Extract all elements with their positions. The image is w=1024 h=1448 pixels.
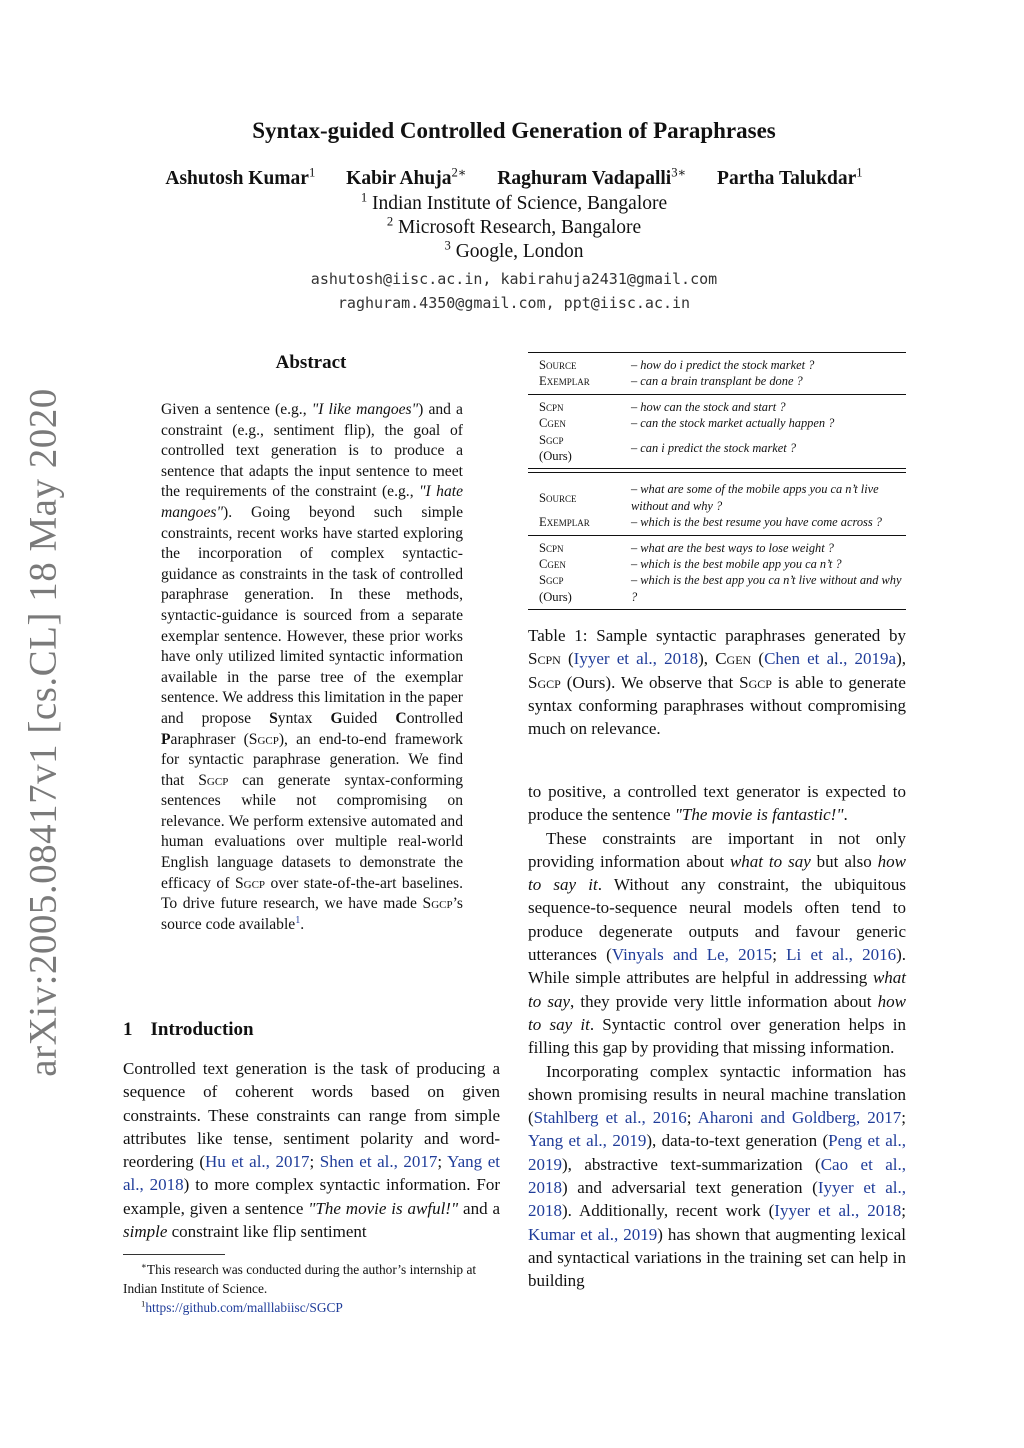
- email-line: ashutosh@iisc.ac.in, kabirahuja2431@gmail.com: [310, 270, 718, 288]
- section-heading: 1 Introduction: [123, 1019, 254, 1040]
- table-row: Scpn – what are the best ways to lose weight ?: [539, 540, 834, 555]
- citation-link[interactable]: Kumar et al., 2019: [528, 1224, 658, 1244]
- table-row: Scpn – how can the stock and start ?: [539, 399, 786, 414]
- affiliation: $^2$ Microsoft Research, Bangalore: [386, 214, 642, 238]
- table-row: Cgen – can the stock market actually happen ?: [539, 416, 835, 431]
- table-row: Sgcp (Ours) – which is the best app you ca n’t live without and why ?: [539, 573, 902, 604]
- citation-link[interactable]: Cao et al., 2018: [528, 1154, 906, 1198]
- author: Kabir Ahuja$^{2∗}$: [346, 165, 467, 189]
- citation-link[interactable]: Yang et al., 2019: [528, 1131, 647, 1151]
- footnote-link[interactable]: https://github.com/malllabiisc/SGCP: [145, 1300, 343, 1315]
- citation-link[interactable]: Iyyer et al., 2018: [774, 1201, 902, 1221]
- citation-link[interactable]: Li et al., 2016: [786, 945, 897, 965]
- intro-right-column: to positive, a controlled text generator is expected to produce the sentence "The movie is fantastic!". These constraints are important in not only providing information about what to say but also how to say it. Without any constraint, the ubiquitous sequence-to-sequence neural models often tend to produce degenerate outputs and favour generic utterances (Vinyals and Le, 2015; Li et al., 2016). While simple attributes are helpful in addressing what to say, they provide very little information about how to say it. Syntactic control over generation helps in filling this gap by providing that missing information. Incorporating complex syntactic information has shown promising results in neural machine translation (Stahlberg et al., 2016; Aharoni and Goldberg, 2017; Yang et al., 2019), data-to-text generation (Peng et al., 2019), abstractive text-summarization (Cao et al., 2018) and adversarial text generation (Iyyer et al., 2018). Additionally, recent work (Iyyer et al., 2018; Kumar et al., 2019) has shown that augmenting lexical and syntactical variations in the training set can help in building: [528, 782, 906, 1291]
- citation-link[interactable]: Chen et al., 2019a: [764, 649, 897, 669]
- author: Raghuram Vadapalli$^{3∗}$: [497, 165, 687, 189]
- email-line: raghuram.4350@gmail.com, ppt@iisc.ac.in: [337, 294, 691, 312]
- citation-link[interactable]: Aharoni and Goldberg, 2017: [697, 1108, 902, 1128]
- table-caption: Table 1: Sample syntactic paraphrases generated by Scpn (Iyyer et al., 2018), Cgen (Chen et al., 2019a), Sgcp (Ours). We observe that Sgcp is able to generate syntax conforming paraphrases without compromising much on relevance.: [528, 626, 906, 739]
- citation-link[interactable]: Yang et al., 2018: [123, 1152, 500, 1195]
- arxiv-stamp: arXiv:2005.08417v1 [cs.CL] 18 May 2020: [21, 388, 65, 1077]
- citation-link[interactable]: Shen et al., 2017: [319, 1152, 438, 1172]
- footnote-rule: [123, 1254, 225, 1255]
- footnote-ref[interactable]: 1: [295, 914, 301, 926]
- table-row: Sgcp (Ours) – can i predict the stock market ?: [539, 432, 797, 464]
- footnotes: ∗This research was conducted during the author’s internship at Indian Institute of Science. $^1$https://github.com/malllabiisc/SGCP: [123, 1260, 477, 1315]
- citation-link[interactable]: Iyyer et al., 2018: [573, 649, 699, 669]
- intro-left-column: Controlled text generation is the task of producing a sequence of coherent words based on given constraints. These constraints can range from simple attributes like tense, sentiment polarity and word-reordering (Hu et al., 2017; Shen et al., 2017; Yang et al., 2018) to more complex syntactic information. For example, given a sentence "The movie is awful!" and a simple constraint like flip sentiment: [123, 1059, 501, 1242]
- citation-link[interactable]: Iyyer et al., 2018: [528, 1178, 906, 1221]
- citation-link[interactable]: Stahlberg et al., 2016: [533, 1108, 687, 1128]
- author: Ashutosh Kumar$^1$: [165, 165, 316, 189]
- citation-link[interactable]: Hu et al., 2017: [205, 1152, 310, 1172]
- author-list: [0, 165, 1024, 190]
- table-row: Exemplar – which is the best resume you have come across ?: [539, 515, 882, 530]
- table-1: [528, 352, 906, 610]
- table-row: Source – how do i predict the stock market ?: [539, 358, 815, 372]
- table-row: Exemplar – can a brain transplant be done ?: [539, 374, 803, 389]
- abstract-body: Given a sentence (e.g., "I like mangoes") and a constraint (e.g., sentiment flip), the goal of controlled text generation is to produce a sentence that adapts the input sentence to meet the requirements of the constraint (e.g., "I hate mangoes"). Going beyond such simple constraints, recent works have started exploring the incorporation of complex syntactic-guidance as constraints in the task of controlled paraphrase generation. In these methods, syntactic-guidance is sourced from a separate exemplar sentence. However, these prior works have only utilized limited syntactic information available in the parse tree of the exemplar sentence. We address this limitation in the paper and propose Syntax Guided Controlled Paraphraser (Sgcp), an end-to-end framework for syntactic paraphrase generation. We find that Sgcp can generate syntax-conforming sentences while not compromising on relevance. We perform extensive automated and human evaluations over multiple real-world English language datasets to demonstrate the efficacy of Sgcp over state-of-the-art baselines. To drive future research, we have made Sgcp’s source code available$^1$.: [161, 401, 463, 933]
- affiliation: $^1$ Indian Institute of Science, Bangalore: [360, 190, 668, 214]
- affiliation: $^3$ Google, London: [444, 238, 584, 262]
- abstract-heading: Abstract: [275, 352, 347, 373]
- citation-link[interactable]: Vinyals and Le, 2015: [611, 945, 773, 965]
- paper-title: Syntax-guided Controlled Generation of Paraphrases: [252, 118, 776, 143]
- citation-link[interactable]: Peng et al., 2019: [528, 1131, 906, 1174]
- table-row: Cgen – which is the best mobile app you ca n’t ?: [539, 557, 842, 572]
- author: Partha Talukdar$^1$: [717, 165, 863, 189]
- table-row: Source – what are some of the mobile apps you ca n’t live without and why ?: [539, 482, 879, 513]
